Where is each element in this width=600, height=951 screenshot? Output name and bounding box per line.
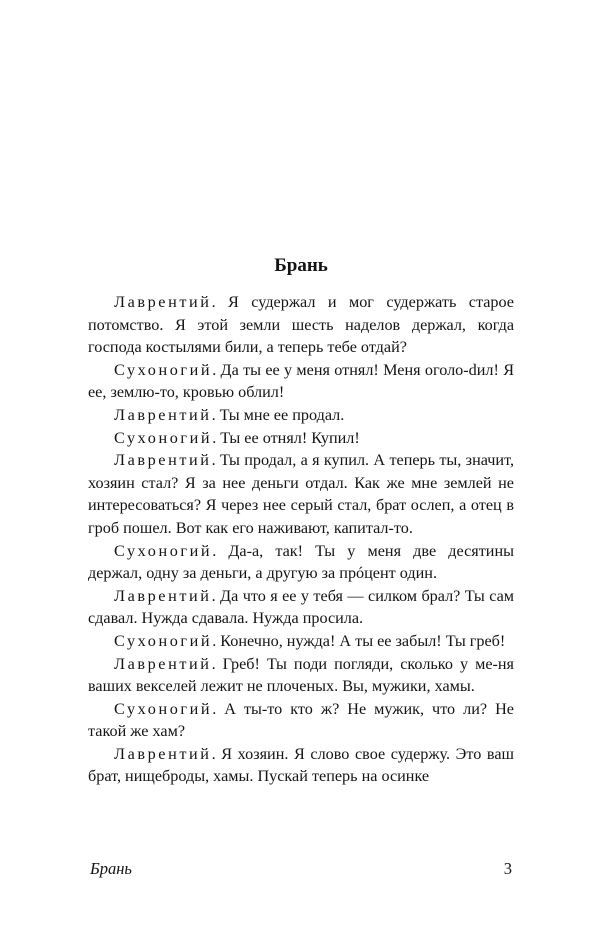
speech-text: . Ты ее отнял! Купил! [212, 428, 360, 447]
page-heading: Брань [274, 255, 328, 276]
dialogue-paragraph [88, 698, 514, 743]
page-number: 3 [503, 859, 512, 878]
dialogue-paragraph [88, 291, 514, 359]
speech-text: . Да что я ее у тебя — силком брал? Ты сам сдавал. Нужда сдавала. Нужда просила. [88, 586, 514, 628]
speaker-name: Лаврентий [114, 744, 212, 763]
dialogue-paragraph [88, 585, 514, 630]
speech-text: . Да ты ее у меня отнял! Меня оголо-dил! Я ее, землю-то, кровью облил! [88, 360, 514, 402]
speech-text: . Греб! Ты поди погляди, сколько у ме-ня ваших векселей лежит не плоченых. Вы, мужики, хамы. [88, 654, 514, 696]
speaker-name: Лаврентий [114, 654, 212, 673]
dialogue-text [88, 291, 514, 788]
dialogue-paragraph [88, 540, 514, 585]
speaker-name: Сухоногий [114, 428, 213, 447]
dialogue-paragraph [88, 449, 514, 539]
speech-text: . Конечно, нужда! А ты ее забыл! Ты греб! [212, 631, 506, 650]
dialogue-paragraph [88, 630, 514, 653]
dialogue-paragraph [88, 359, 514, 404]
speaker-name: Лаврентий [114, 405, 212, 424]
speech-text: . А ты-то кто ж? Не мужик, что ли? Не такой же хам? [88, 699, 514, 741]
speech-text: . Да-а, так! Ты у меня две десятины держал, одну за деньги, а другую за прóцент один. [88, 541, 514, 583]
running-title: Брань [90, 859, 132, 878]
speech-text: . Ты мне ее продал. [211, 405, 345, 424]
speaker-name: Сухоногий [114, 699, 213, 718]
speaker-name: Сухоногий [114, 631, 213, 650]
speaker-name: Сухоногий [114, 360, 213, 379]
speech-text: . Я хозяин. Я слово свое судержу. Это ваш брат, нищеброды, хамы. Пускай теперь на осинке [88, 744, 514, 786]
dialogue-paragraph [88, 653, 514, 698]
speaker-name: Лаврентий [114, 586, 212, 605]
speaker-name: Лаврентий [114, 293, 212, 311]
speaker-name: Сухоногий [114, 541, 213, 560]
dialogue-paragraph [88, 743, 514, 788]
dialogue-paragraph [88, 404, 514, 427]
speech-text: . Ты продал, а я купил. А теперь ты, значит, хозяин стал? Я за нее деньги отдал. Как же мне землей не интересоваться? Я через нее серый стал, брат ослеп, а отец в гроб пошел. Вот как его наживают, капитал-то. [88, 451, 514, 537]
dialogue-paragraph [88, 427, 514, 450]
speaker-name: Лаврентий [114, 451, 212, 470]
speech-text: . Я судержал и мог судержать старое потомство. Я этой земли шесть наделов держал, когда господа костылями били, а теперь тебе отдай? [88, 293, 514, 357]
